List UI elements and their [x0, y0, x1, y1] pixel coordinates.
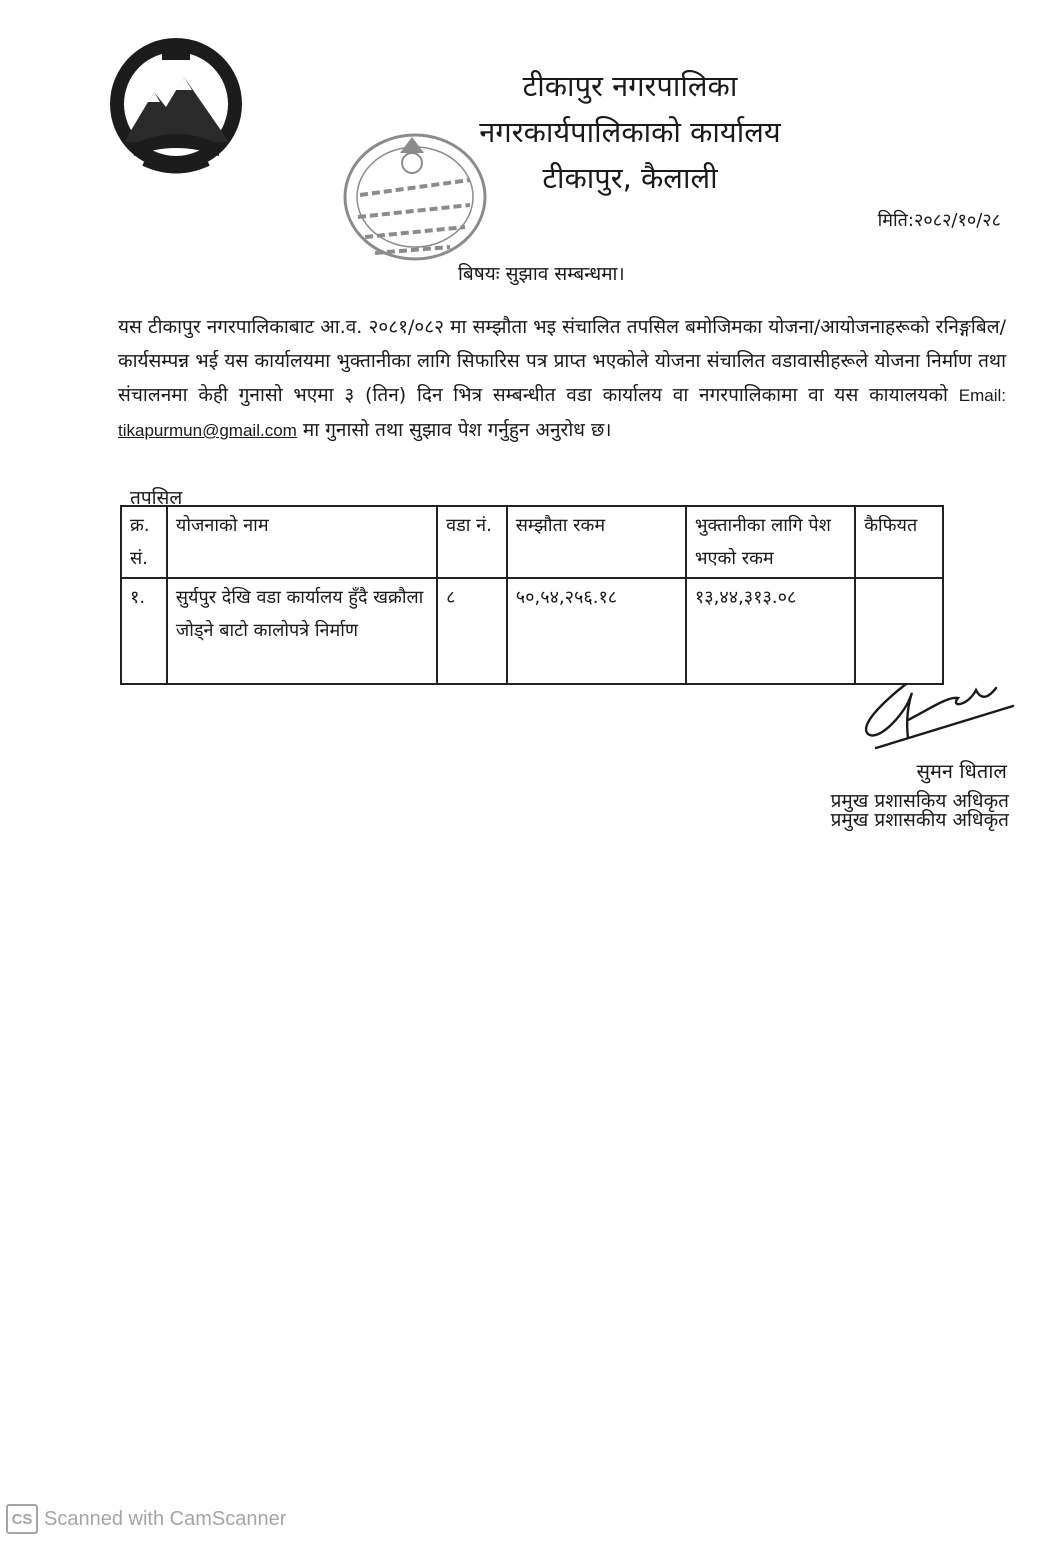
- nepal-emblem-logo: [104, 32, 249, 177]
- signatory-name: सुमन धिताल: [916, 759, 1007, 783]
- header-remarks: कैफियत: [855, 506, 943, 578]
- watermark-text: Scanned with CamScanner: [44, 1507, 287, 1530]
- designation-line-2: प्रमुख प्रशासकीय अधिकृत: [830, 809, 1009, 831]
- municipality-name: टीकापुर नगरपालिका: [522, 69, 738, 103]
- schedule-table: [120, 505, 944, 685]
- office-round-stamp: [320, 125, 490, 275]
- cell-agreement-amount: ५०,५४,२५६.१८: [507, 578, 686, 684]
- letter-subject: बिषयः सुझाव सम्बन्धमा।: [458, 263, 625, 285]
- body-text-main: यस टीकापुर नगरपालिकाबाट आ.व. २०८१/०८२ मा सम्झौता भइ संचालित तपसिल बमोजिमका योजना/आयोजनाहरूको रनिङ्गबिल/कार्यसम्पन्न भई यस कार्यालयमा भुक्तानीका लागि सिफारिस पत्र प्राप्त भएकोले योजना संचालित वडावासीहरूले योजना निर्माण तथा संचालनमा केही गुनासो भएमा ३ (तिन) दिन भित्र सम्बन्धीत वडा कार्यालय वा नगरपालिकामा वा यस कायालयको: [118, 316, 1006, 406]
- handwritten-signature: [858, 676, 1016, 760]
- cell-serial: १.: [121, 578, 167, 684]
- email-link[interactable]: tikapurmun@gmail.com: [118, 421, 297, 440]
- signatory-designation: [831, 790, 1009, 831]
- header-ward-no: वडा नं.: [437, 506, 507, 578]
- letter-date: मिति:२०८२/१०/२८: [877, 210, 1001, 231]
- body-text-closing: मा गुनासो तथा सुझाव पेश गर्नुहुन अनुरोध छ।: [302, 419, 612, 441]
- schedule-label: तपसिल: [130, 487, 183, 509]
- email-label: Email:: [958, 386, 1006, 405]
- header-serial: क्र. सं.: [121, 506, 167, 578]
- office-location: टीकापुर, कैलाली: [542, 161, 718, 195]
- header-payment-amount: भुक्तानीका लागि पेश भएको रकम: [686, 506, 855, 578]
- header-project-name: योजनाको नाम: [167, 506, 437, 578]
- camscanner-logo-icon: CS: [6, 1504, 38, 1534]
- table-header-row: [121, 506, 943, 578]
- office-name: नगरकार्यपालिकाको कार्यालय: [479, 115, 781, 149]
- designation-line-1: प्रमुख प्रशासकिय अधिकृत: [830, 790, 1009, 812]
- camscanner-watermark: [6, 1504, 286, 1534]
- cell-remarks: [855, 578, 943, 684]
- header-agreement-amount: सम्झौता रकम: [507, 506, 686, 578]
- table-row: [121, 578, 943, 684]
- cell-ward-no: ८: [437, 578, 507, 684]
- cell-payment-amount: १३,४४,३१३.०८: [686, 578, 855, 684]
- letter-body: [118, 310, 1006, 448]
- cell-project-name: सुर्यपुर देखि वडा कार्यालय हुँदै खक्रौला जोड्ने बाटो कालोपत्रे निर्माण: [167, 578, 437, 684]
